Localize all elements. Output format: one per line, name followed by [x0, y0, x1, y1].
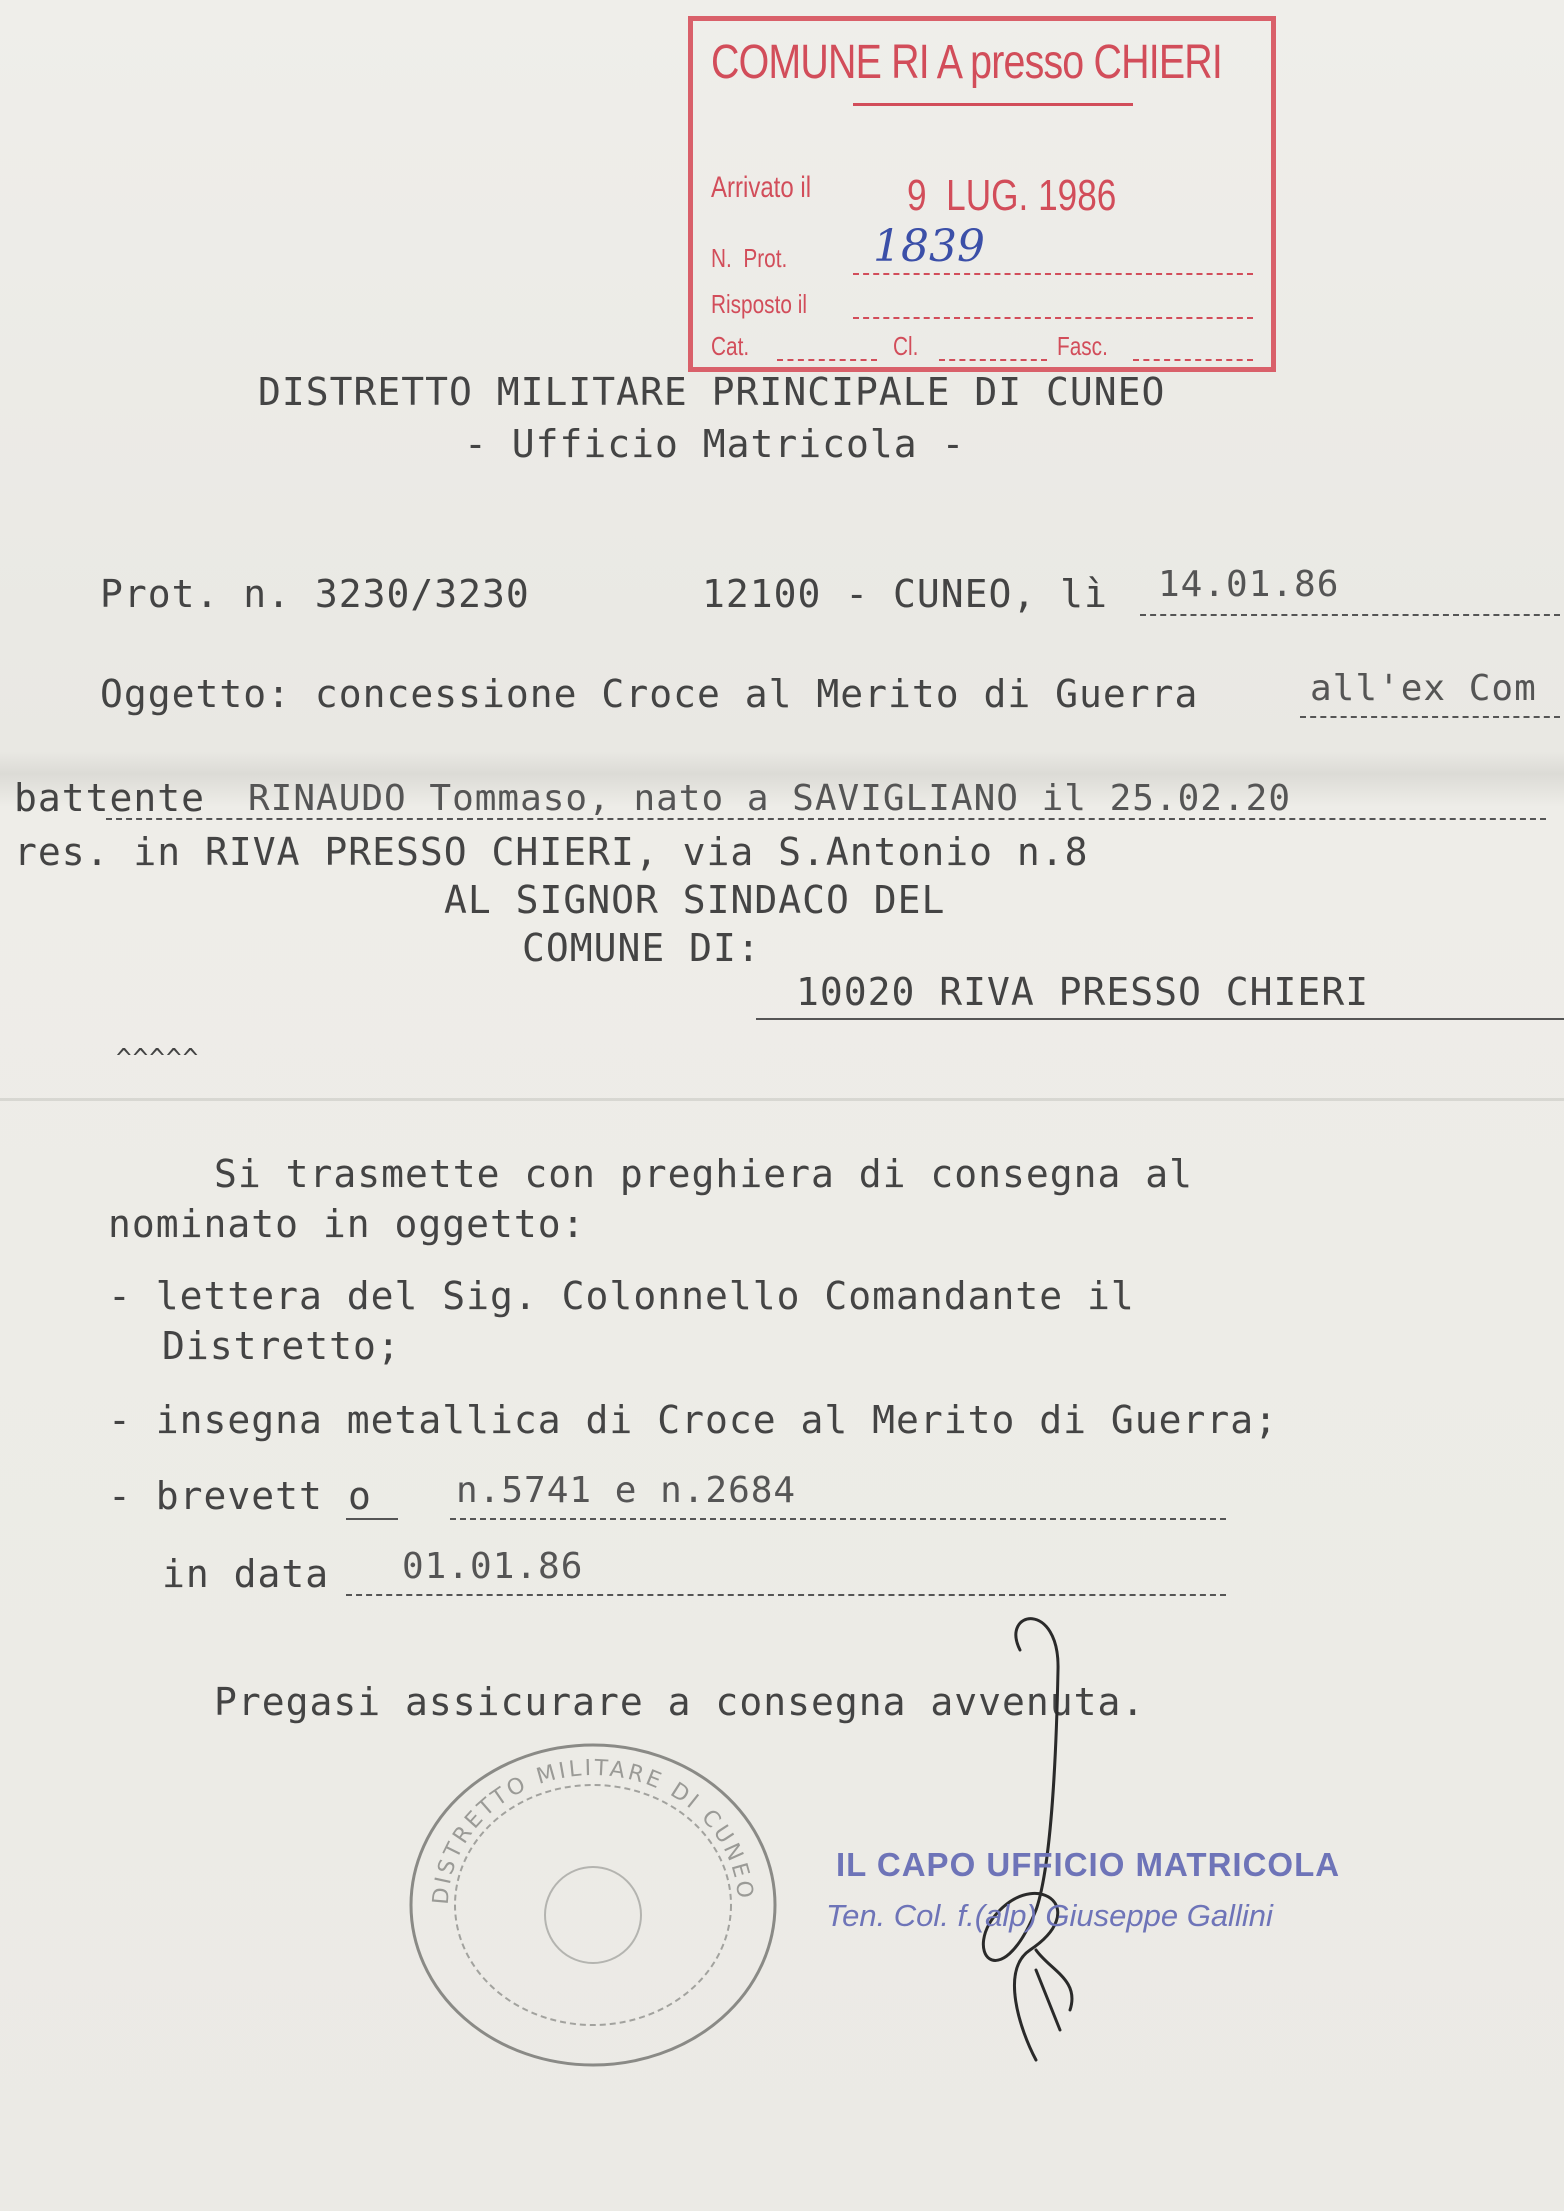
stamp-cat-line	[777, 359, 877, 361]
arrival-stamp	[688, 16, 1276, 372]
protocol-number: Prot. n. 3230/3230	[100, 572, 530, 616]
closing-line: Pregasi assicurare a consegna avvenuta.	[214, 1680, 1146, 1724]
item-letter-line1: - lettera del Sig. Colonnello Comandante il	[108, 1274, 1135, 1318]
item-brevet-suffix-line	[346, 1518, 398, 1520]
item-letter-line2: Distretto;	[162, 1324, 401, 1368]
stamp-fasc-label: Fasc.	[1057, 331, 1108, 361]
letter-date: 14.01.86	[1158, 564, 1340, 605]
body-intro-line1: Si trasmette con preghiera di consegna al	[214, 1152, 1193, 1196]
subject-residence: res. in RIVA PRESSO CHIERI, via S.Antonio n.8	[14, 830, 1089, 874]
stamp-fasc-line	[1133, 359, 1253, 361]
item-brevet-label: - brevett	[108, 1474, 323, 1518]
stamp-prot-line	[853, 273, 1253, 275]
item-date-value: 01.01.86	[402, 1546, 584, 1587]
stamp-prot-label: N. Prot.	[711, 243, 788, 273]
item-date-label: in data	[162, 1552, 330, 1596]
recipient-underline	[756, 1018, 1564, 1020]
item-brevet-numbers: n.5741 e n.2684	[456, 1470, 797, 1511]
stamp-underline	[853, 103, 1133, 106]
stamp-cl-label: Cl.	[893, 331, 919, 361]
recipient-line1: AL SIGNOR SINDACO DEL	[444, 878, 946, 922]
stamp-reply-line	[853, 317, 1253, 319]
official-seal	[408, 1740, 778, 2070]
recipient-line3: 10020 RIVA PRESSO CHIERI	[796, 970, 1370, 1014]
stamp-prot-number: 1839	[873, 221, 985, 272]
signatory-title: IL CAPO UFFICIO MATRICOLA	[836, 1846, 1341, 1883]
svg-text:DISTRETTO MILITARE DI CUNEO: DISTRETTO MILITARE DI CUNEO	[428, 1755, 758, 1906]
place-label: 12100 - CUNEO, lì	[702, 572, 1108, 616]
stamp-cat-label: Cat.	[711, 331, 750, 361]
subject-name: RINAUDO Tommaso, nato a SAVIGLIANO il 25.02.20	[248, 778, 1291, 819]
subject-tail: all'ex Com	[1310, 668, 1537, 709]
separator-marks: ^^^^^	[116, 1044, 200, 1074]
subject-tail-line	[1300, 716, 1560, 718]
paper-fold	[0, 1098, 1564, 1101]
stamp-cl-line	[939, 359, 1047, 361]
office-title: DISTRETTO MILITARE PRINCIPALE DI CUNEO	[258, 370, 1166, 414]
item-date-line	[346, 1594, 1226, 1596]
item-brevet-suffix: o	[348, 1474, 372, 1518]
handwritten-signature	[940, 1610, 1140, 2070]
stamp-arrived-date: 9 LUG. 1986	[907, 171, 1117, 220]
date-line	[1140, 614, 1560, 616]
recipient-line2: COMUNE DI:	[522, 926, 761, 970]
signatory-name: Ten. Col. f.(alp) Giuseppe Gallini	[826, 1898, 1273, 1933]
stamp-arrived-label: Arrivato il	[711, 171, 812, 204]
item-insignia: - insegna metallica di Croce al Merito di Guerra;	[108, 1398, 1279, 1442]
stamp-heading: COMUNE RI A presso CHIERI	[711, 36, 1222, 89]
department-title: - Ufficio Matricola -	[464, 422, 966, 466]
item-brevet-line	[450, 1518, 1226, 1520]
stamp-reply-label: Risposto il	[711, 289, 807, 319]
subject-label: Oggetto: concessione Croce al Merito di Guerra	[100, 672, 1199, 716]
subject-line2-prefix: battente	[14, 776, 206, 820]
body-intro-line2: nominato in oggetto:	[108, 1202, 586, 1246]
